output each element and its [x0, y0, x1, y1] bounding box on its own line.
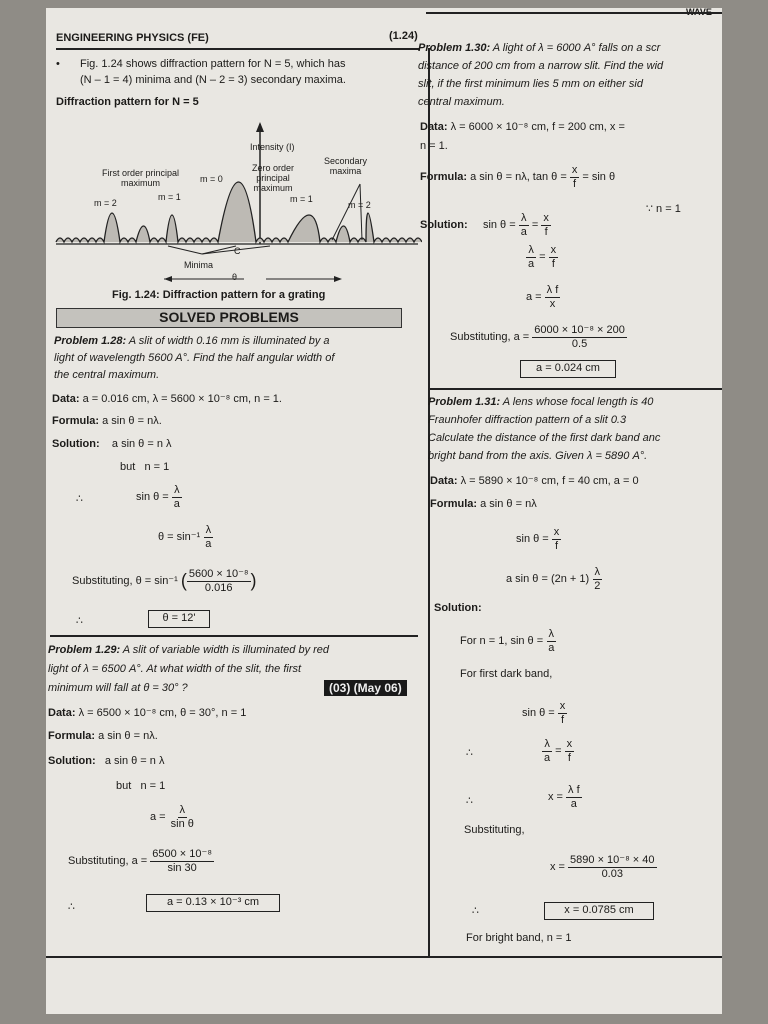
p131-answer: x = 0.0785 cm — [544, 902, 654, 920]
p131-x-label-2: x = — [550, 861, 565, 874]
p131-lamf: λ f — [568, 784, 580, 796]
p128-formula-label: Formula: — [52, 415, 100, 427]
p131-substitution: Substituting, — [464, 824, 525, 836]
p130-data-label: Data: — [420, 121, 448, 133]
p129-substitution — [68, 848, 214, 874]
p128-sol-eq: a sin θ = n λ — [111, 438, 172, 450]
p131-line-4: bright band from the axis. Given λ = 5890 A°. — [428, 450, 648, 462]
p129-exam-tag: (03) (May 06) — [324, 680, 407, 696]
p131-a-3: a — [570, 797, 577, 810]
p131-x-eq — [548, 784, 582, 810]
p128-solution — [52, 438, 172, 450]
p131-data — [430, 474, 639, 487]
p131-bright-band: For bright band, n = 1 — [466, 932, 572, 944]
bullet-line-1: Fig. 1.24 shows diffraction pattern for N = 5, which has — [80, 58, 346, 70]
p130-line-1 — [418, 42, 660, 54]
p128-formula-value: a sin θ = nλ. — [102, 415, 162, 427]
p130-lambda: λ — [521, 212, 527, 224]
p131-therefore-2: ∴ — [466, 795, 473, 807]
fig-m0-label: m = 0 — [200, 174, 223, 184]
first-order-line-2: maximum — [121, 178, 161, 188]
p128-lambda-2: λ — [205, 524, 212, 536]
p130-head: Problem 1.30: — [418, 42, 491, 54]
p128-data-value: a = 0.016 cm, λ = 5600 × 10⁻⁸ cm, n = 1. — [82, 393, 282, 405]
p131-sin-label-2: sin θ = — [522, 707, 555, 720]
zero-order-line-1: Zero order — [252, 163, 295, 173]
p129-but — [116, 780, 165, 792]
p129-answer: a = 0.13 × 10⁻³ cm — [146, 894, 280, 912]
p130-sin-tail: = sin θ — [582, 171, 616, 184]
p129-lambda: λ — [179, 804, 186, 816]
p131-two: 2 — [594, 579, 601, 592]
p130-ratio-eq: $\frac{\lambda}{a}$ = $\frac{x}{f}$ — [528, 244, 557, 270]
p131-x-label: x = — [548, 791, 563, 804]
secondary-line-1: Secondary — [324, 156, 368, 166]
first-order-line-1: First order principal — [102, 168, 180, 178]
p131-bright-label: a sin θ = (2n + 1) — [506, 573, 590, 586]
fig-first-order-label — [102, 168, 179, 188]
p131-line-3: Calculate the distance of the first dark band anc — [428, 432, 661, 444]
p131-line-1 — [428, 396, 653, 408]
p131-for-n1 — [460, 628, 556, 654]
fig-m2-left-label: m = 2 — [94, 198, 117, 208]
p131-text-1: A lens whose focal length is 40 — [502, 396, 654, 408]
p128-formula — [52, 415, 162, 427]
p128-line-2: light of wavelength 5600 A°. Find the half angular width of — [54, 352, 335, 364]
p130-data — [420, 120, 625, 133]
header-rule-right — [426, 12, 722, 14]
p130-f-2: f — [544, 225, 548, 238]
p128-sin-eq — [136, 484, 182, 510]
footer-rule — [46, 956, 722, 958]
p129-data-value: λ = 6500 × 10⁻⁸ cm, θ = 30°, n = 1 — [78, 707, 247, 719]
p129-a-eq — [150, 804, 196, 830]
p130-since: ∵ n = 1 — [646, 203, 681, 215]
p128-divider — [50, 635, 418, 637]
p131-solution-label: Solution: — [434, 602, 482, 614]
p130-sin-label: sin θ = — [482, 219, 516, 232]
p130-f: f — [573, 177, 577, 190]
p130-sub-den: 0.5 — [571, 337, 588, 350]
solved-problems-banner: SOLVED PROBLEMS — [56, 308, 402, 328]
p128-answer: θ = 12' — [148, 610, 210, 628]
p129-text-1: A slit of variable width is illuminated by red — [122, 644, 330, 656]
p128-data — [52, 392, 282, 405]
p129-data-label: Data: — [48, 707, 76, 719]
p129-n-value: n = 1 — [140, 780, 166, 792]
p131-f-3: f — [567, 751, 571, 764]
p130-a-eq — [526, 284, 560, 310]
p128-a: a — [173, 497, 180, 510]
p128-theta-label: θ = sin⁻¹ — [158, 531, 201, 544]
p128-data-label: Data: — [52, 393, 80, 405]
fig-zero-order-label — [252, 163, 294, 193]
p131-x: x — [553, 526, 560, 538]
p128-head: Problem 1.28: — [54, 335, 127, 347]
p131-lambda: λ — [594, 566, 601, 578]
p130-lamf: λ f — [546, 284, 559, 296]
p129-line-2: light of λ = 6500 A°. At what width of the slit, the first — [48, 663, 302, 675]
p128-theta-eq — [158, 524, 213, 550]
p129-sin: sin θ — [170, 817, 194, 830]
p128-solution-label: Solution: — [52, 438, 100, 450]
p129-formula-label: Formula: — [48, 730, 96, 742]
p129-line-3: minimum will fall at θ = 30° ? — [48, 682, 188, 694]
p131-a-2: a — [544, 751, 551, 764]
p131-sin-eq-2 — [522, 700, 567, 726]
p128-text-1: A slit of width 0.16 mm is illuminated by a — [128, 335, 330, 347]
p129-solution-label: Solution: — [48, 755, 96, 767]
header-rule-left — [56, 48, 420, 50]
p129-formula-value: a sin θ = nλ. — [98, 730, 158, 742]
fig-theta-label: θ — [232, 272, 238, 282]
fig-minima-label: Minima — [184, 260, 214, 270]
p130-formula — [420, 164, 615, 190]
p130-solution-label: Solution: — [420, 219, 468, 232]
p131-formula — [430, 498, 537, 510]
p131-line-2: Fraunhofer diffraction pattern of a slit 0.3 — [428, 414, 627, 426]
p131-therefore: ∴ — [466, 747, 473, 759]
p131-a: a — [548, 641, 555, 654]
p130-sub-num: 6000 × 10⁻⁸ × 200 — [534, 324, 625, 336]
p131-head: Problem 1.31: — [428, 396, 501, 408]
fig-m1-left-label: m = 1 — [158, 192, 181, 202]
book-title: ENGINEERING PHYSICS (FE) — [56, 32, 209, 44]
bullet-line-2: (N – 1 = 4) minima and (N – 2 = 3) secondary maxima. — [80, 74, 346, 86]
p130-x: x — [571, 164, 578, 176]
p128-but — [120, 461, 169, 473]
p130-answer: a = 0.024 cm — [520, 360, 616, 378]
p130-a: a — [520, 225, 527, 238]
p129-therefore: ∴ — [68, 901, 75, 913]
p131-x-2: x — [559, 700, 566, 712]
textbook-page — [46, 8, 722, 1014]
zero-order-line-3: maximum — [253, 183, 293, 193]
p130-x-4: x — [549, 297, 556, 310]
pattern-heading: Diffraction pattern for N = 5 — [56, 96, 199, 108]
p130-x-2: x — [543, 212, 549, 224]
p131-for-n1-label: For n = 1, sin θ = — [460, 635, 544, 648]
p131-formula-value: a sin θ = nλ — [480, 498, 537, 510]
p129-subst-label: Substituting, a = — [68, 855, 148, 868]
p131-f-2: f — [561, 713, 565, 726]
page-number: (1.24) — [389, 30, 418, 42]
p128-a-2: a — [205, 537, 212, 550]
p131-first-dark: For first dark band, — [460, 668, 553, 680]
p129-solution — [48, 755, 164, 767]
p130-formula-label: Formula: — [420, 171, 468, 184]
p131-data-value: λ = 5890 × 10⁻⁸ cm, f = 40 cm, a = 0 — [460, 475, 639, 487]
p130-subst-label: Substituting, a = — [450, 331, 530, 344]
p130-n-value: n = 1. — [420, 140, 448, 152]
fig-m2-right-label: m = 2 — [348, 200, 371, 210]
fig-m1-right-label: m = 1 — [290, 194, 313, 204]
p129-sol-eq: a sin θ = n λ — [104, 755, 165, 767]
bullet-mark: • — [56, 58, 60, 70]
p130-divider — [428, 388, 722, 390]
p131-therefore-3: ∴ — [472, 905, 479, 917]
p130-a-3: a — [528, 257, 535, 270]
p129-head: Problem 1.29: — [48, 644, 121, 656]
p131-sin-eq — [516, 526, 561, 552]
p128-sub-num: 5600 × 10⁻⁸ — [188, 568, 249, 580]
p130-lambda-3: λ — [528, 244, 534, 256]
p129-data — [48, 706, 246, 719]
p130-substitution — [450, 324, 627, 350]
p130-x-3: x — [550, 244, 557, 256]
secondary-line-2: maxima — [329, 166, 362, 176]
p129-formula — [48, 730, 158, 742]
p128-sin-label: sin θ = — [136, 491, 169, 504]
p129-a-label: a = — [150, 811, 166, 824]
p131-f: f — [555, 539, 559, 552]
p129-sub-den: sin 30 — [167, 861, 197, 874]
p130-f-3: f — [551, 257, 555, 270]
p128-therefore: ∴ — [76, 493, 83, 505]
p129-line-1 — [48, 644, 329, 656]
zero-order-line-2: principal — [256, 173, 290, 183]
p131-sub-den: 0.03 — [601, 867, 623, 880]
p128-therefore-2: ∴ — [76, 615, 83, 627]
p131-sub-eq — [550, 854, 657, 880]
p128-but-word: but — [120, 461, 136, 473]
fig-c-label: C — [234, 246, 241, 256]
p128-line-3: the central maximum. — [54, 369, 160, 381]
p131-formula-label: Formula: — [430, 498, 478, 510]
p131-x-3: x — [566, 738, 573, 750]
p131-bright-eq — [506, 566, 602, 592]
fig-intensity-label: Intensity (I) — [250, 142, 295, 152]
p128-line-1 — [54, 335, 330, 347]
p128-substitution: Substituting, θ = sin⁻¹ ( $\frac{\text{5600 × 10⁻⁸}}{0.016}$ ) — [72, 568, 257, 594]
p130-formula-value: a sin θ = nλ, tan θ = — [470, 171, 567, 184]
fig-secondary-label — [324, 156, 367, 176]
p130-text-1: A light of λ = 6000 A° falls on a scr — [492, 42, 661, 54]
p130-solution: Solution: sin θ = $\frac{\lambda}{a}$ = $\frac{x}{f}$ — [420, 212, 549, 238]
p130-a-label: a = — [526, 291, 542, 304]
p131-sub-num: 5890 × 10⁻⁸ × 40 — [570, 854, 655, 866]
p128-lambda: λ — [174, 484, 180, 496]
p131-data-label: Data: — [430, 475, 458, 487]
figure-caption: Fig. 1.24: Diffraction pattern for a grating — [112, 289, 326, 301]
p128-subst-label: Substituting, θ = sin⁻¹ — [72, 575, 178, 588]
p131-sin-label: sin θ = — [516, 533, 549, 546]
p129-sub-num: 6500 × 10⁻⁸ — [152, 848, 212, 860]
p130-line-3: slit, if the first minimum lies 5 mm on either sid — [418, 78, 643, 90]
p128-n-value: n = 1 — [144, 461, 170, 473]
p129-but-word: but — [116, 780, 132, 792]
p130-data-value: λ = 6000 × 10⁻⁸ cm, f = 200 cm, x = — [450, 121, 625, 133]
p131-lambda-3: λ — [544, 738, 550, 750]
p128-sub-den: 0.016 — [204, 581, 233, 594]
p131-ratio-eq: $\frac{\lambda}{a}$ = $\frac{x}{f}$ — [544, 738, 573, 764]
p130-line-2: distance of 200 cm from a narrow slit. Find the wid — [418, 60, 664, 72]
p131-lambda-2: λ — [548, 628, 555, 640]
p130-line-4: central maximum. — [418, 96, 505, 108]
